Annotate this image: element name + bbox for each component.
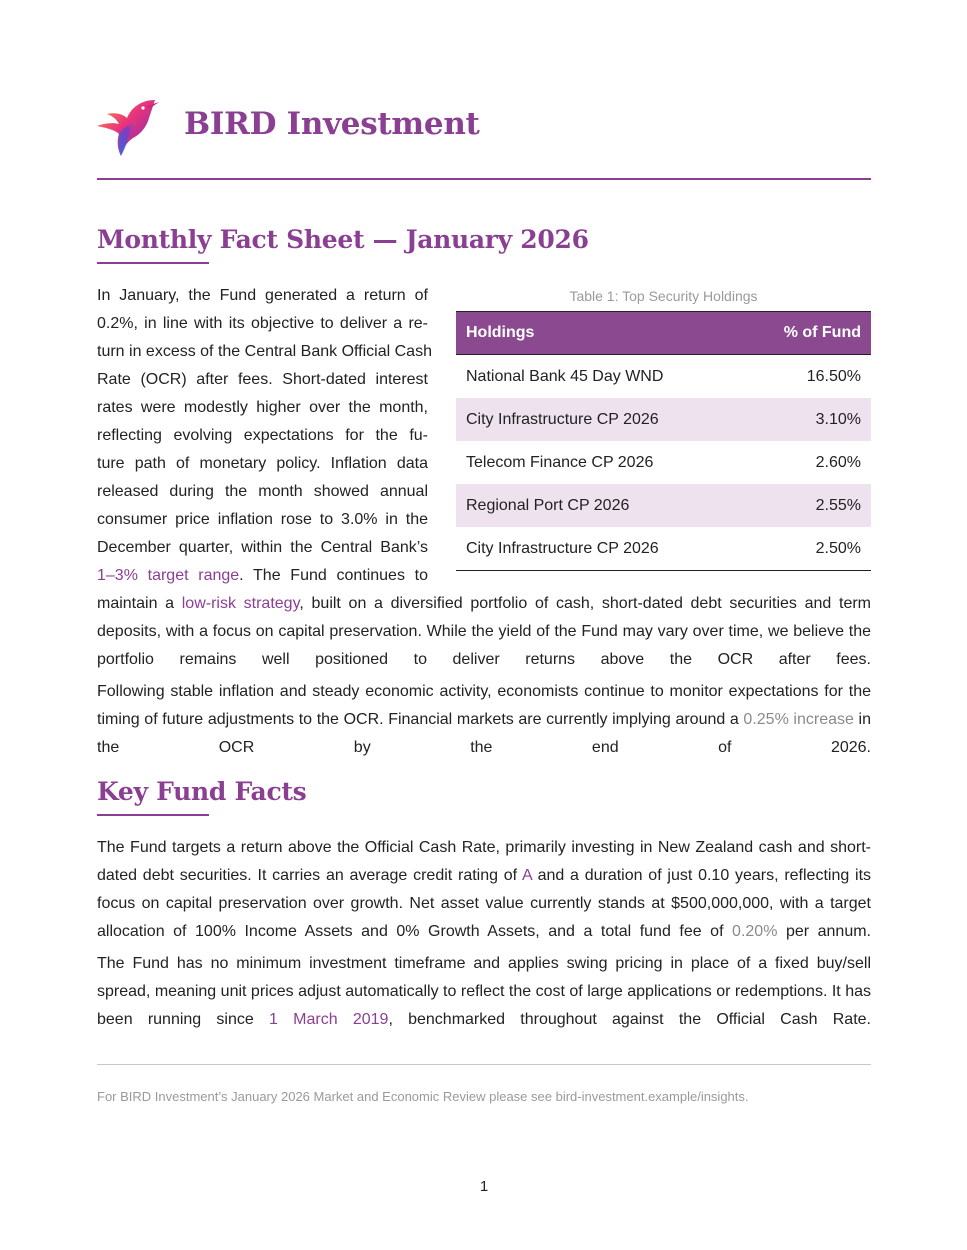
- holding-percent: 2.50%: [743, 527, 871, 571]
- hummingbird-logo: [97, 96, 159, 158]
- intro-continuation: [97, 590, 871, 674]
- intro-line: turn in excess of the Central Bank Official Cash: [97, 343, 432, 360]
- intro-line: 0.2%, in line with its objective to deliver a re-: [97, 315, 428, 332]
- ocr-post: in the OCR by the end of 2026.: [97, 711, 871, 756]
- header-divider: [97, 178, 871, 180]
- ocr-increase-link[interactable]: 0.25% increase: [743, 711, 854, 728]
- table-caption: Table 1: Top Security Holdings: [569, 288, 758, 304]
- footer-divider: [97, 1064, 871, 1065]
- inception-date-link[interactable]: 1 March 2019: [269, 1011, 389, 1028]
- holding-percent: 3.10%: [743, 398, 871, 441]
- ocr-outlook-paragraph: [97, 678, 871, 762]
- low-risk-strategy-link[interactable]: low-risk strategy: [181, 595, 300, 612]
- key-facts-paragraph-1: [97, 834, 871, 946]
- table-row: [456, 441, 871, 484]
- continuation-pre: maintain a: [97, 595, 182, 612]
- table-row: [456, 355, 871, 399]
- table-row: [456, 527, 871, 571]
- ocr-pre: Following stable inflation and steady economic activity, economists continue to monitor expectations for the timing of future adjustments to the OCR. Financial markets are currently implying around a: [97, 683, 871, 728]
- intro-line-tail: . The Fund continues to: [239, 567, 429, 584]
- holding-name: City Infrastructure CP 2026: [456, 398, 743, 441]
- facts1-b: and a duration of just 0.10 years, reflecting its focus on capital preservation over growth. Net asset value currently stands at $500,000,000, with a target allocation of 100% Income Assets and 0% Growth Assets, and a total fund fee of: [97, 867, 872, 940]
- fact-sheet-heading-underline: [97, 262, 209, 264]
- holdings-table-block: [456, 284, 871, 571]
- intro-line: reflecting evolving expectations for the fu-: [97, 427, 428, 444]
- target-range-link[interactable]: 1–3% target range: [97, 567, 240, 584]
- intro-line: rates were modestly higher over the month,: [97, 399, 428, 416]
- key-facts-paragraph-2: [97, 950, 871, 1034]
- page-number: 1: [479, 1178, 489, 1195]
- holding-name: Regional Port CP 2026: [456, 484, 743, 527]
- holdings-table: [456, 311, 871, 571]
- intro-line: December quarter, within the Central Bank’s: [97, 539, 428, 556]
- holding-percent: 2.55%: [743, 484, 871, 527]
- intro-paragraph: [97, 282, 432, 590]
- intro-line: released during the month showed annual: [97, 483, 428, 500]
- facts1-a: The Fund targets a return above the Official Cash Rate, primarily investing in New Zealand cash and short-dated debt securities. It carries an average credit rating of: [97, 839, 871, 884]
- key-facts-heading: Key Fund Facts: [97, 777, 307, 806]
- holding-name: City Infrastructure CP 2026: [456, 527, 743, 571]
- holding-percent: 2.60%: [815, 453, 861, 471]
- intro-line: Rate (OCR) after fees. Short-dated interest: [97, 371, 428, 388]
- table-row: [456, 484, 871, 527]
- header: [97, 92, 871, 162]
- intro-line: ture path of monetary policy. Inflation data: [97, 455, 428, 472]
- page: [97, 0, 871, 1250]
- holding-name: National Bank 45 Day WND: [466, 367, 664, 385]
- intro-line-target: [97, 562, 428, 590]
- footnote: For BIRD Investment’s January 2026 Market and Economic Review please see bird-investment.example/insights.: [97, 1089, 749, 1104]
- credit-rating-link[interactable]: A: [522, 867, 532, 884]
- continuation-post: , built on a diversified portfolio of cash, short-dated debt securities and term deposits, with a focus on capital preservation. While the yield of the Fund may vary over time, we believe the portfolio remains well positioned to deliver returns above the OCR after fees.: [97, 595, 872, 668]
- facts2-a: The Fund has no minimum investment timeframe and applies swing pricing in place of a fixed buy/sell spread, meaning unit prices adjust automatically to reflect the cost of large applications or redemptions. It has been running since: [97, 955, 871, 1028]
- fund-fee-link[interactable]: 0.20%: [732, 923, 778, 940]
- key-facts-heading-underline: [97, 814, 209, 816]
- holding-percent: 16.50%: [806, 367, 861, 385]
- facts1-c: per annum.: [777, 923, 871, 940]
- holding-name: Telecom Finance CP 2026: [466, 453, 654, 471]
- intro-line: In January, the Fund generated a return of: [97, 287, 428, 304]
- header-holdings: Holdings: [456, 312, 743, 355]
- facts2-b: , benchmarked throughout against the Official Cash Rate.: [388, 1011, 871, 1028]
- table-header-row: [456, 312, 871, 355]
- intro-line: consumer price inflation rose to 3.0% in the: [97, 511, 428, 528]
- fact-sheet-heading: Monthly Fact Sheet — January 2026: [97, 225, 589, 254]
- table-row: [456, 398, 871, 441]
- header-percent-of-fund: % of Fund: [743, 312, 871, 355]
- brand-name: BIRD Investment: [184, 106, 480, 142]
